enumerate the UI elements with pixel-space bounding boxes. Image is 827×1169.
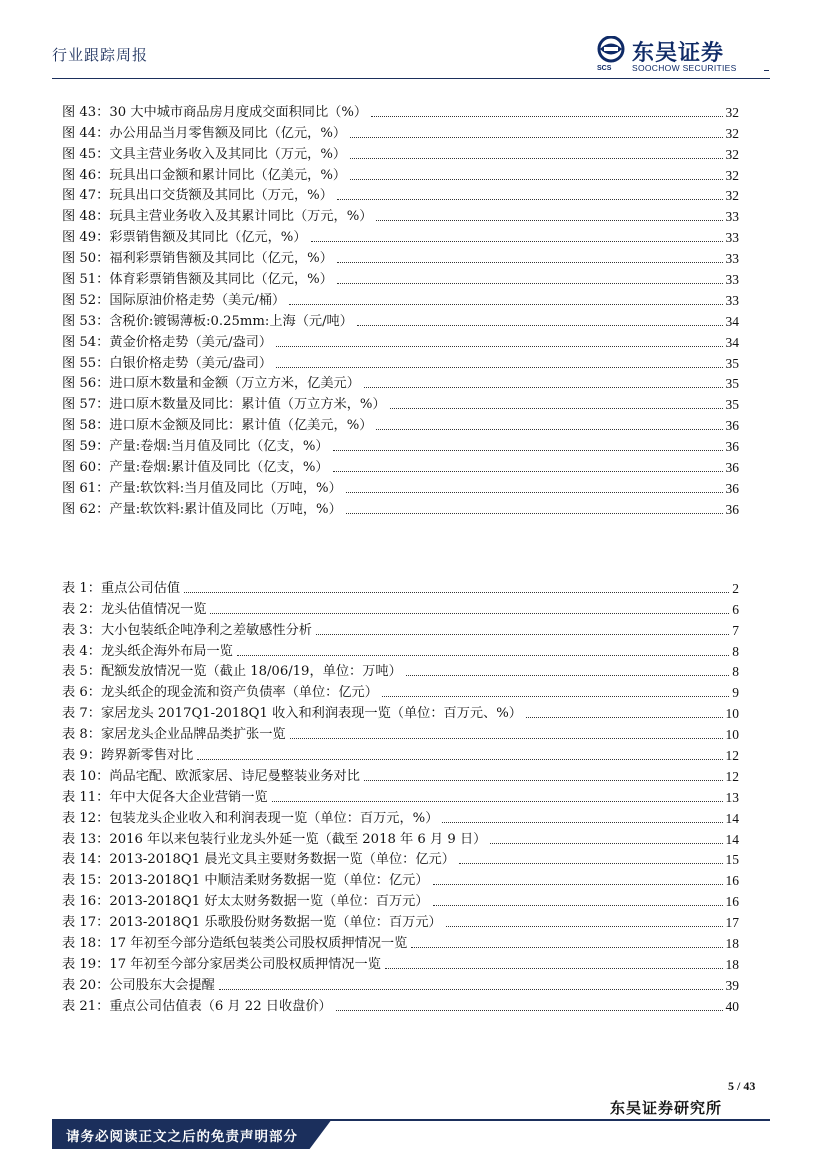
- table-entry[interactable]: [62, 701, 739, 722]
- logo-abbr: SCS: [597, 65, 612, 72]
- table-entry[interactable]: [62, 680, 739, 701]
- figure-entry[interactable]: [62, 392, 739, 413]
- table-entry-page: 17: [725, 915, 739, 931]
- dot-leader: [406, 675, 729, 676]
- table-entry[interactable]: [62, 618, 739, 639]
- table-entry-page: 15: [725, 852, 739, 868]
- figure-entry-label: 图 46：玩具出口金额和累计同比（亿美元，%）: [62, 167, 347, 183]
- dot-leader: [364, 780, 723, 781]
- logo-chinese-name: 东吴证券: [632, 41, 725, 66]
- table-entry[interactable]: [62, 639, 739, 660]
- figure-entry-label: 图 48：玩具主营业务收入及其累计同比（万元，%）: [62, 209, 373, 225]
- dot-leader: [357, 325, 723, 326]
- table-entry-page: 39: [725, 977, 739, 993]
- table-entry[interactable]: [62, 952, 739, 973]
- table-entry-page: 10: [725, 706, 739, 722]
- figure-entry[interactable]: [62, 330, 739, 351]
- table-entry-label: 表 19：17 年初至今部分家居类公司股权质押情况一览: [62, 956, 381, 972]
- dot-leader: [350, 137, 722, 138]
- dot-leader: [276, 367, 722, 368]
- figure-entry-label: 图 50：福利彩票销售额及其同比（亿元，%）: [62, 251, 333, 267]
- header-tick: [764, 70, 769, 71]
- table-entry-label: 表 5：配额发放情况一览（截止 18/06/19，单位：万吨）: [62, 664, 402, 680]
- figure-entry-page: 32: [725, 146, 739, 162]
- logo-english-name: SOOCHOW SECURITIES: [632, 63, 737, 73]
- table-entry-page: 8: [732, 643, 739, 659]
- table-entry-label: 表 16：2013-2018Q1 好太太财务数据一览（单位：百万元）: [62, 894, 429, 910]
- figure-entry[interactable]: [62, 246, 739, 267]
- table-entry-label: 表 15：2013-2018Q1 中顺洁柔财务数据一览（单位：亿元）: [62, 873, 429, 889]
- table-list: [62, 576, 739, 1015]
- figure-entry-label: 图 53：含税价:镀锡薄板:0.25mm:上海（元/吨）: [62, 313, 353, 329]
- figure-entry-label: 图 54：黄金价格走势（美元/盎司）: [62, 334, 273, 350]
- figure-entry[interactable]: [62, 184, 739, 205]
- table-entry[interactable]: [62, 994, 739, 1015]
- figure-entry-label: 图 55：白银价格走势（美元/盎司）: [62, 355, 273, 371]
- figure-entry-page: 33: [725, 251, 739, 267]
- dot-leader: [290, 738, 723, 739]
- dot-leader: [385, 968, 723, 969]
- figure-entry[interactable]: [62, 204, 739, 225]
- dot-leader: [311, 241, 723, 242]
- table-entry[interactable]: [62, 660, 739, 681]
- dot-leader: [337, 199, 723, 200]
- table-entry[interactable]: [62, 910, 739, 931]
- table-entry-label: 表 17：2013-2018Q1 乐歌股份财务数据一览（单位：百万元）: [62, 915, 442, 931]
- dot-leader: [446, 926, 723, 927]
- figure-entry-label: 图 61：产量:软饮料:当月值及同比（万吨，%）: [62, 480, 342, 496]
- table-entry-label: 表 9：跨界新零售对比: [62, 748, 194, 764]
- table-entry[interactable]: [62, 848, 739, 869]
- table-entry-page: 16: [725, 894, 739, 910]
- figure-entry-page: 36: [725, 480, 739, 496]
- table-entry-page: 12: [725, 748, 739, 764]
- figure-entry[interactable]: [62, 288, 739, 309]
- figure-entry-page: 36: [725, 501, 739, 517]
- dot-leader: [210, 613, 729, 614]
- figure-entry-label: 图 45：文具主营业务收入及其同比（万元，%）: [62, 146, 347, 162]
- figure-entry-page: 36: [725, 439, 739, 455]
- dot-leader: [333, 450, 723, 451]
- dot-leader: [289, 304, 722, 305]
- table-entry-label: 表 12：包装龙头企业收入和利润表现一览（单位：百万元，%）: [62, 810, 439, 826]
- table-entry[interactable]: [62, 743, 739, 764]
- table-entry[interactable]: [62, 973, 739, 994]
- table-entry-label: 表 8：家居龙头企业品牌品类扩张一览: [62, 727, 286, 743]
- figure-entry-label: 图 47：玩具出口交货额及其同比（万元，%）: [62, 188, 333, 204]
- table-entry-page: 8: [732, 664, 739, 680]
- figure-entry-page: 33: [725, 292, 739, 308]
- table-entry-page: 12: [725, 768, 739, 784]
- figure-entry-label: 图 62：产量:软饮料:累计值及同比（万吨，%）: [62, 501, 342, 517]
- table-entry-label: 表 3：大小包装纸企吨净利之差敏感性分析: [62, 622, 312, 638]
- figure-entry-label: 图 58：进口原木金额及同比：累计值（亿美元，%）: [62, 418, 373, 434]
- figure-entry-page: 33: [725, 209, 739, 225]
- dot-leader: [364, 387, 723, 388]
- table-entry-page: 10: [725, 727, 739, 743]
- dot-leader: [433, 905, 723, 906]
- dot-leader: [490, 843, 722, 844]
- dot-leader: [336, 1010, 723, 1011]
- figure-entry-page: 32: [725, 188, 739, 204]
- dot-leader: [333, 471, 723, 472]
- dot-leader: [376, 429, 722, 430]
- table-entry-label: 表 18：17 年初至今部分造纸包装类公司股权质押情况一览: [62, 936, 408, 952]
- figure-entry-page: 35: [725, 397, 739, 413]
- figure-entry[interactable]: [62, 372, 739, 393]
- dot-leader: [442, 822, 722, 823]
- dot-leader: [337, 262, 723, 263]
- figure-entry[interactable]: [62, 434, 739, 455]
- report-type-title: 行业跟踪周报: [52, 46, 149, 64]
- figure-entry-label: 图 43：30 大中城市商品房月度成交面积同比（%）: [62, 104, 368, 120]
- table-entry-label: 表 13：2016 年以来包装行业龙头外延一览（截至 2018 年 6 月 9 日）: [62, 831, 487, 847]
- figure-entry-page: 33: [725, 230, 739, 246]
- figure-entry-label: 图 59：产量:卷烟:当月值及同比（亿支，%）: [62, 439, 329, 455]
- figure-entry-label: 图 56：进口原木数量和金额（万立方米，亿美元）: [62, 376, 360, 392]
- dot-leader: [459, 863, 723, 864]
- table-entry-page: 13: [725, 789, 739, 805]
- figure-entry-page: 36: [725, 418, 739, 434]
- dot-leader: [526, 717, 723, 718]
- table-entry-page: 14: [725, 810, 739, 826]
- figure-entry[interactable]: [62, 225, 739, 246]
- dot-leader: [350, 158, 722, 159]
- page-number: 5 / 43: [728, 1079, 756, 1093]
- dot-leader: [382, 696, 729, 697]
- table-entry[interactable]: [62, 576, 739, 597]
- figure-entry[interactable]: [62, 121, 739, 142]
- table-entry[interactable]: [62, 806, 739, 827]
- dot-leader: [237, 655, 729, 656]
- dot-leader: [346, 492, 723, 493]
- dot-leader: [276, 346, 722, 347]
- figure-entry[interactable]: [62, 309, 739, 330]
- table-entry-page: 9: [732, 685, 739, 701]
- dot-leader: [433, 884, 723, 885]
- table-entry-label: 表 20：公司股东大会提醒: [62, 977, 215, 993]
- table-entry-page: 18: [725, 936, 739, 952]
- dot-leader: [411, 947, 722, 948]
- company-logo: [594, 36, 770, 76]
- footer-disclaimer: 请务必阅读正文之后的免责声明部分: [66, 1129, 298, 1145]
- dot-leader: [376, 220, 722, 221]
- figure-entry-label: 图 52：国际原油价格走势（美元/桶）: [62, 292, 286, 308]
- figure-entry-page: 32: [725, 125, 739, 141]
- table-entry[interactable]: [62, 931, 739, 952]
- table-entry-page: 7: [732, 622, 739, 638]
- dot-leader: [337, 283, 723, 284]
- table-entry-label: 表 14：2013-2018Q1 晨光文具主要财务数据一览（单位：亿元）: [62, 852, 455, 868]
- figure-entry-page: 34: [725, 334, 739, 350]
- dot-leader: [346, 513, 723, 514]
- figure-entry[interactable]: [62, 476, 739, 497]
- table-entry-label: 表 11：年中大促各大企业营销一览: [62, 789, 268, 805]
- dot-leader: [219, 989, 723, 990]
- scs-logo-icon: [594, 36, 628, 66]
- figure-entry[interactable]: [62, 100, 739, 121]
- table-entry[interactable]: [62, 597, 739, 618]
- table-entry[interactable]: [62, 889, 739, 910]
- dot-leader: [184, 592, 729, 593]
- table-entry-label: 表 6：龙头纸企的现金流和资产负债率（单位：亿元）: [62, 685, 378, 701]
- figure-entry-label: 图 44：办公用品当月零售额及同比（亿元，%）: [62, 125, 347, 141]
- figure-entry-page: 36: [725, 460, 739, 476]
- figure-entry-label: 图 49：彩票销售额及其同比（亿元，%）: [62, 230, 307, 246]
- table-entry-label: 表 21：重点公司估值表（6 月 22 日收盘价）: [62, 998, 332, 1014]
- header-divider: [52, 78, 770, 79]
- figure-entry-label: 图 60：产量:卷烟:累计值及同比（亿支，%）: [62, 460, 329, 476]
- table-entry-label: 表 4：龙头纸企海外布局一览: [62, 643, 233, 659]
- figure-entry[interactable]: [62, 455, 739, 476]
- table-entry[interactable]: [62, 827, 739, 848]
- figure-entry-page: 34: [725, 313, 739, 329]
- figure-entry[interactable]: [62, 142, 739, 163]
- dot-leader: [272, 801, 723, 802]
- dot-leader: [197, 759, 722, 760]
- figure-entry-page: 35: [725, 355, 739, 371]
- dot-leader: [316, 634, 729, 635]
- dot-leader: [371, 116, 722, 117]
- table-entry[interactable]: [62, 868, 739, 889]
- figure-entry[interactable]: [62, 163, 739, 184]
- table-entry-page: 14: [725, 831, 739, 847]
- table-entry-page: 2: [732, 580, 739, 596]
- figure-entry[interactable]: [62, 413, 739, 434]
- figure-entry-page: 33: [725, 272, 739, 288]
- table-entry-label: 表 1：重点公司估值: [62, 580, 181, 596]
- figure-entry[interactable]: [62, 351, 739, 372]
- figure-entry-label: 图 57：进口原木数量及同比：累计值（万立方米，%）: [62, 397, 386, 413]
- table-entry-page: 18: [725, 956, 739, 972]
- footer-organization: 东吴证券研究所: [610, 1099, 723, 1117]
- table-entry-label: 表 2：龙头估值情况一览: [62, 601, 207, 617]
- figure-entry-page: 32: [725, 104, 739, 120]
- figure-entry[interactable]: [62, 497, 739, 518]
- dot-leader: [390, 408, 723, 409]
- table-entry[interactable]: [62, 764, 739, 785]
- figure-entry-label: 图 51：体育彩票销售额及其同比（亿元，%）: [62, 272, 333, 288]
- figure-entry-page: 35: [725, 376, 739, 392]
- figure-list: [62, 100, 739, 518]
- table-entry-page: 6: [732, 601, 739, 617]
- table-entry-label: 表 7：家居龙头 2017Q1-2018Q1 收入和利润表现一览（单位：百万元、%）: [62, 706, 522, 722]
- table-entry-page: 16: [725, 873, 739, 889]
- table-entry-label: 表 10：尚品宅配、欧派家居、诗尼曼整装业务对比: [62, 768, 360, 784]
- table-entry-page: 40: [725, 998, 739, 1014]
- table-entry[interactable]: [62, 722, 739, 743]
- figure-entry[interactable]: [62, 267, 739, 288]
- figure-entry-page: 32: [725, 167, 739, 183]
- dot-leader: [350, 179, 722, 180]
- table-entry[interactable]: [62, 785, 739, 806]
